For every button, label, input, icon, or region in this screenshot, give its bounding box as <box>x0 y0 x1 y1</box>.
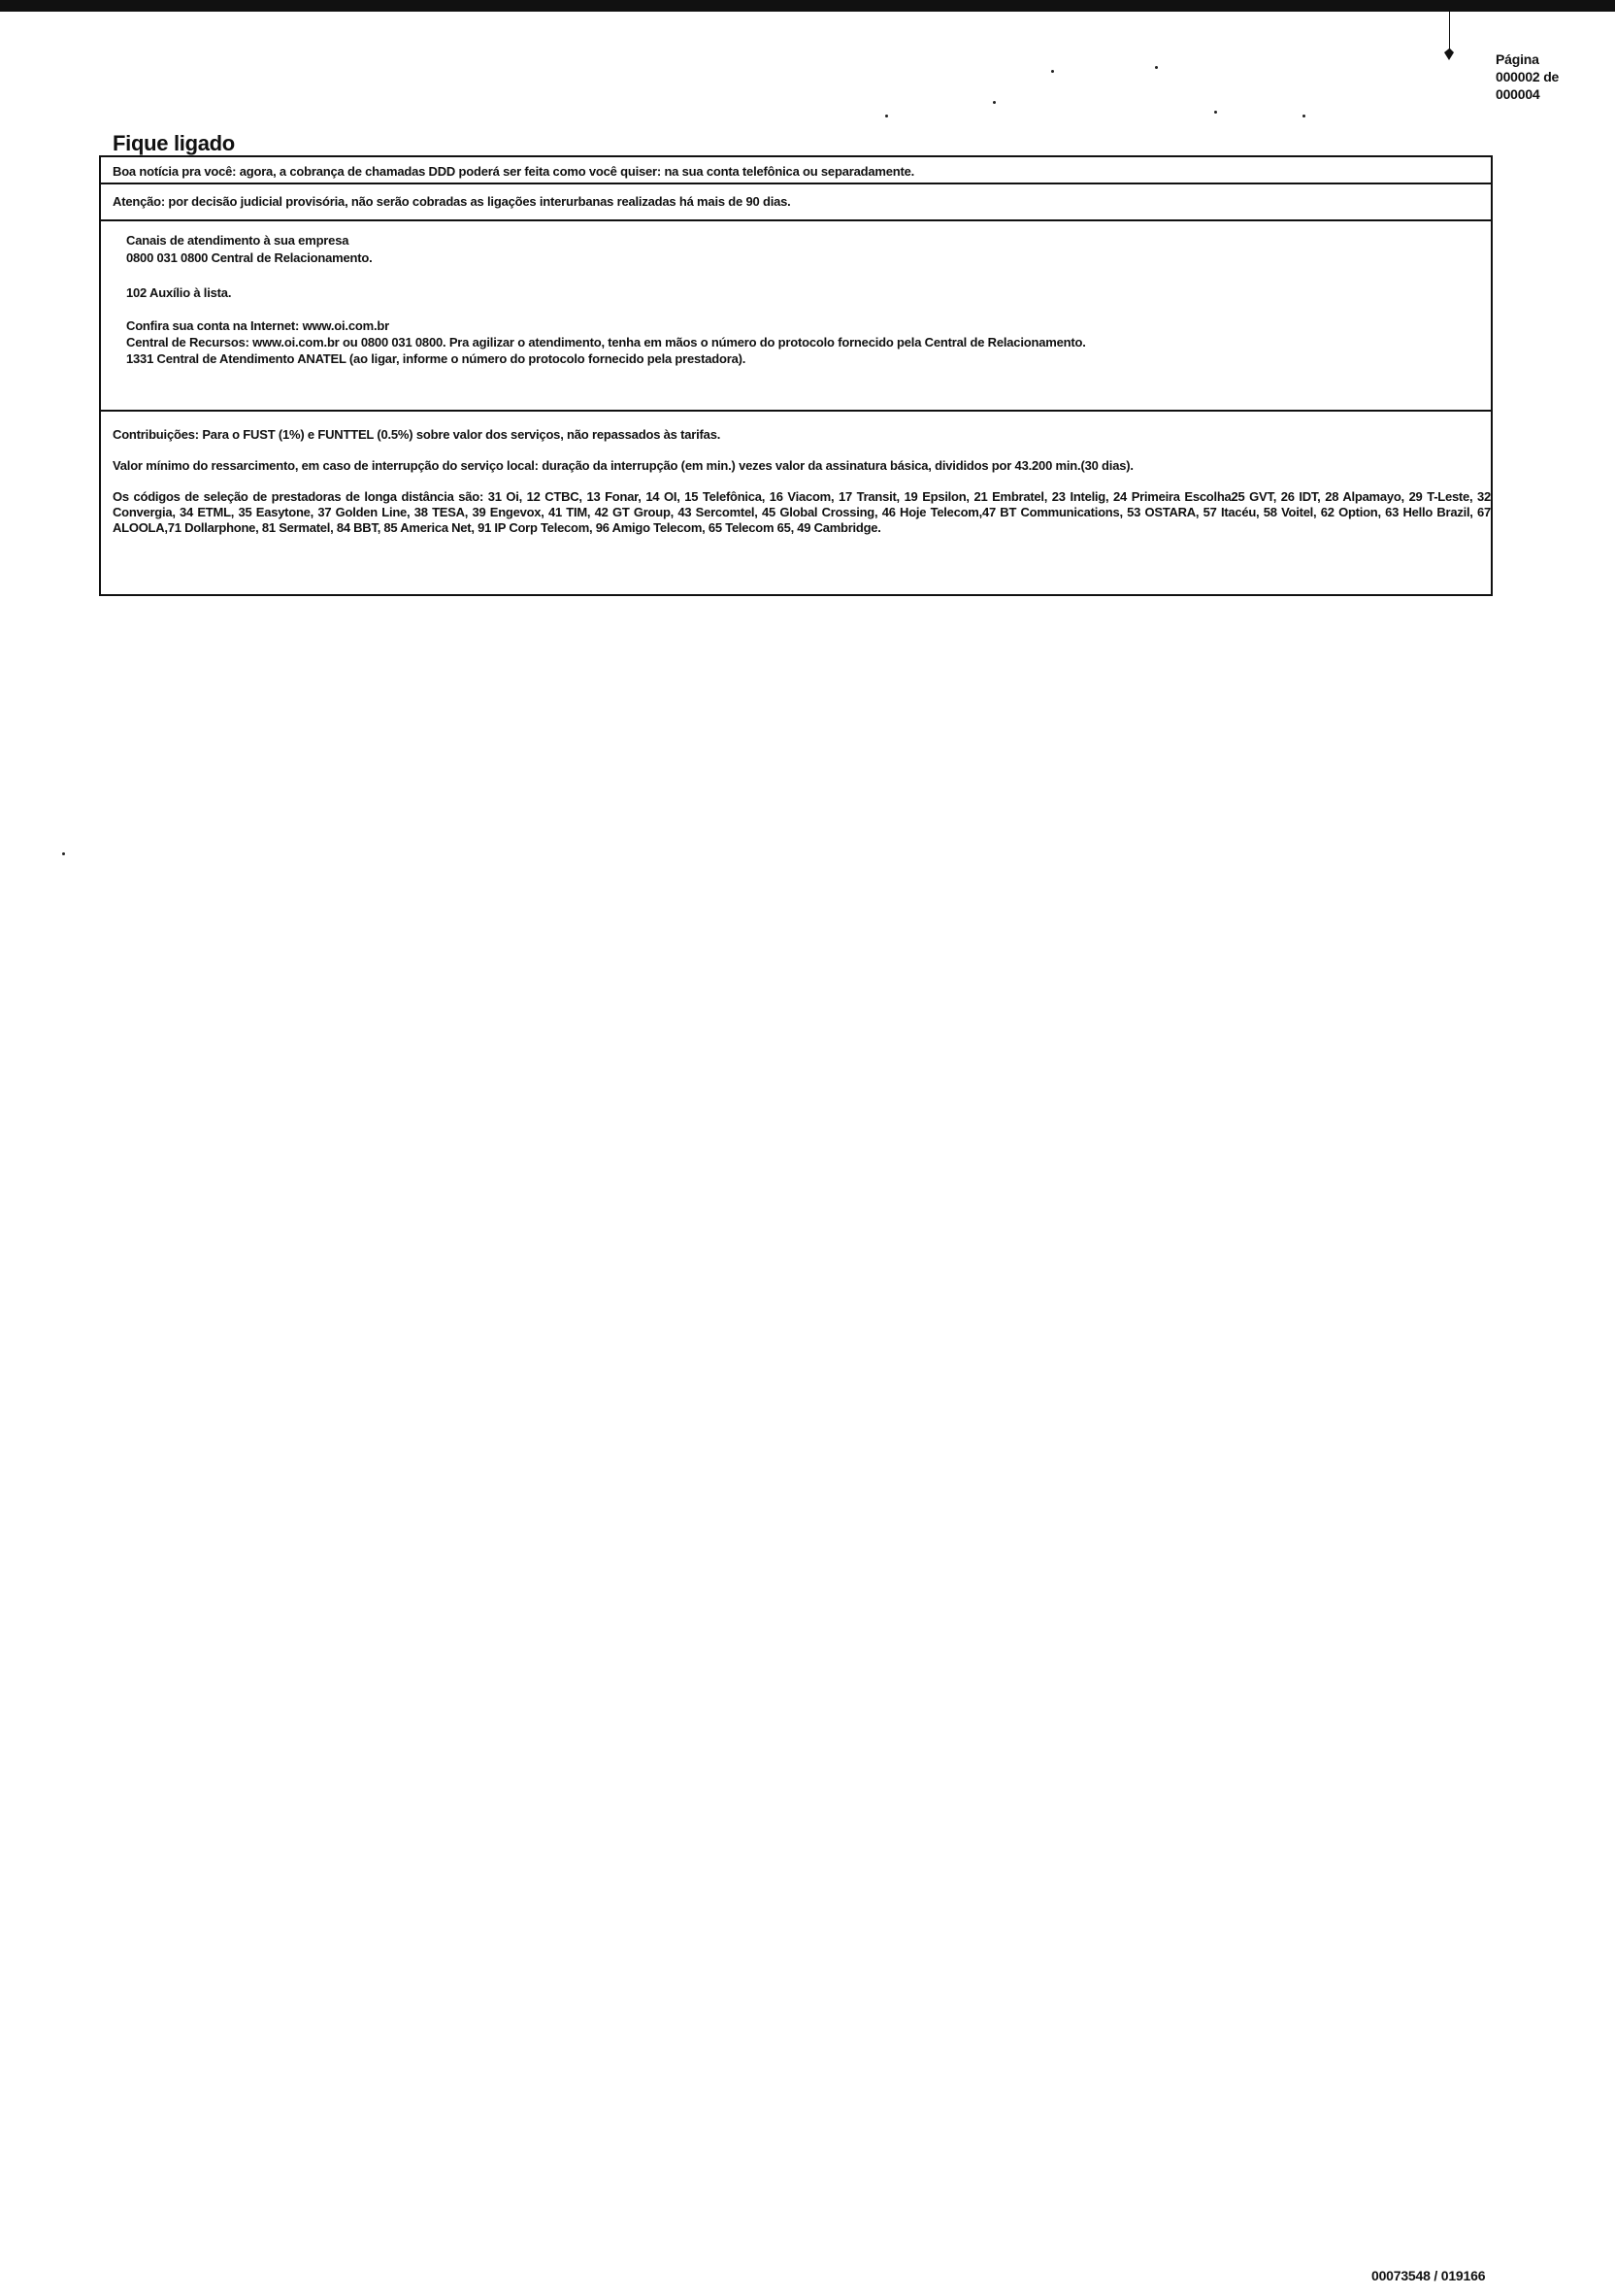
channels-heading: Canais de atendimento à sua empresa <box>126 233 349 248</box>
scan-speck <box>1214 111 1217 114</box>
good-news-text: Boa notícia pra você: agora, a cobrança de chamadas DDD poderá ser feita como você quiser: na sua conta telefônica ou separadamente. <box>113 164 915 179</box>
scan-corner-mark <box>1444 10 1454 60</box>
refund-text: Valor mínimo do ressarcimento, em caso de interrupção do serviço local: duração da interrupção (em min.) vezes valor da assinatura básica, divididos por 43.200 min.(30 dias). <box>113 458 1134 473</box>
section-title: Fique ligado <box>113 130 235 155</box>
scan-speck <box>1051 70 1054 73</box>
service-channels <box>101 221 1491 412</box>
attention-row <box>101 184 1491 221</box>
carrier-codes-text: Os códigos de seleção de prestadoras de longa distância são: 31 Oi, 12 CTBC, 13 Fonar, 14 OI, 15 Telefônica, 16 Viacom, 17 Transit, 19 Epsilon, 21 Embratel, 23 Intelig, 24 Primeira Escolha25 GVT, 26 IDT, 28 Alpamayo, 29 T-Leste, 32 Convergia, 34 ETML, 35 Easytone, 37 Golden Line, 38 TESA, 39 Engevox, 41 TIM, 42 GT Group, 43 Sercomtel, 45 Global Crossing, 46 Hoje Telecom,47 BT Communications, 53 OSTARA, 57 Itacéu, 58 Voitel, 62 Option, 63 Hello Brazil, 67 ALOOLA,71 Dollarphone, 81 Sermatel, 84 BBT, 85 America Net, 91 IP Corp Telecom, 96 Amigo Telecom, 65 Telecom 65, 49 Cambridge. <box>113 489 1491 535</box>
auxilio-lista: 102 Auxílio à lista. <box>126 285 232 300</box>
page-indicator-total: 000004 <box>1496 86 1540 102</box>
scan-speck <box>1302 115 1305 117</box>
central-relacionamento: 0800 031 0800 Central de Relacionamento. <box>126 250 373 265</box>
page-indicator <box>1496 50 1559 103</box>
scan-speck <box>62 852 65 855</box>
scan-speck <box>885 115 888 117</box>
anatel-info: 1331 Central de Atendimento ANATEL (ao ligar, informe o número do protocolo fornecido pela prestadora). <box>126 351 746 366</box>
good-news-row <box>101 157 1491 184</box>
contributions-text: Contribuições: Para o FUST (1%) e FUNTTEL (0.5%) sobre valor dos serviços, não repassados às tarifas. <box>113 427 721 442</box>
page-indicator-current: 000002 de <box>1496 69 1560 84</box>
page-indicator-label: Página <box>1496 51 1539 67</box>
notice-box <box>99 155 1493 596</box>
scan-top-edge <box>0 0 1615 12</box>
document-number: 00073548 / 019166 <box>1371 2268 1486 2283</box>
internet-info: Confira sua conta na Internet: www.oi.com.br <box>126 318 389 333</box>
attention-text: Atenção: por decisão judicial provisória, não serão cobradas as ligações interurbanas realizadas há mais de 90 dias. <box>113 194 791 209</box>
central-recursos: Central de Recursos: www.oi.com.br ou 0800 031 0800. Pra agilizar o atendimento, tenha em mãos o número do protocolo fornecido pela Central de Relacionamento. <box>126 335 1086 349</box>
scan-speck <box>993 101 996 104</box>
scan-speck <box>1155 66 1158 69</box>
